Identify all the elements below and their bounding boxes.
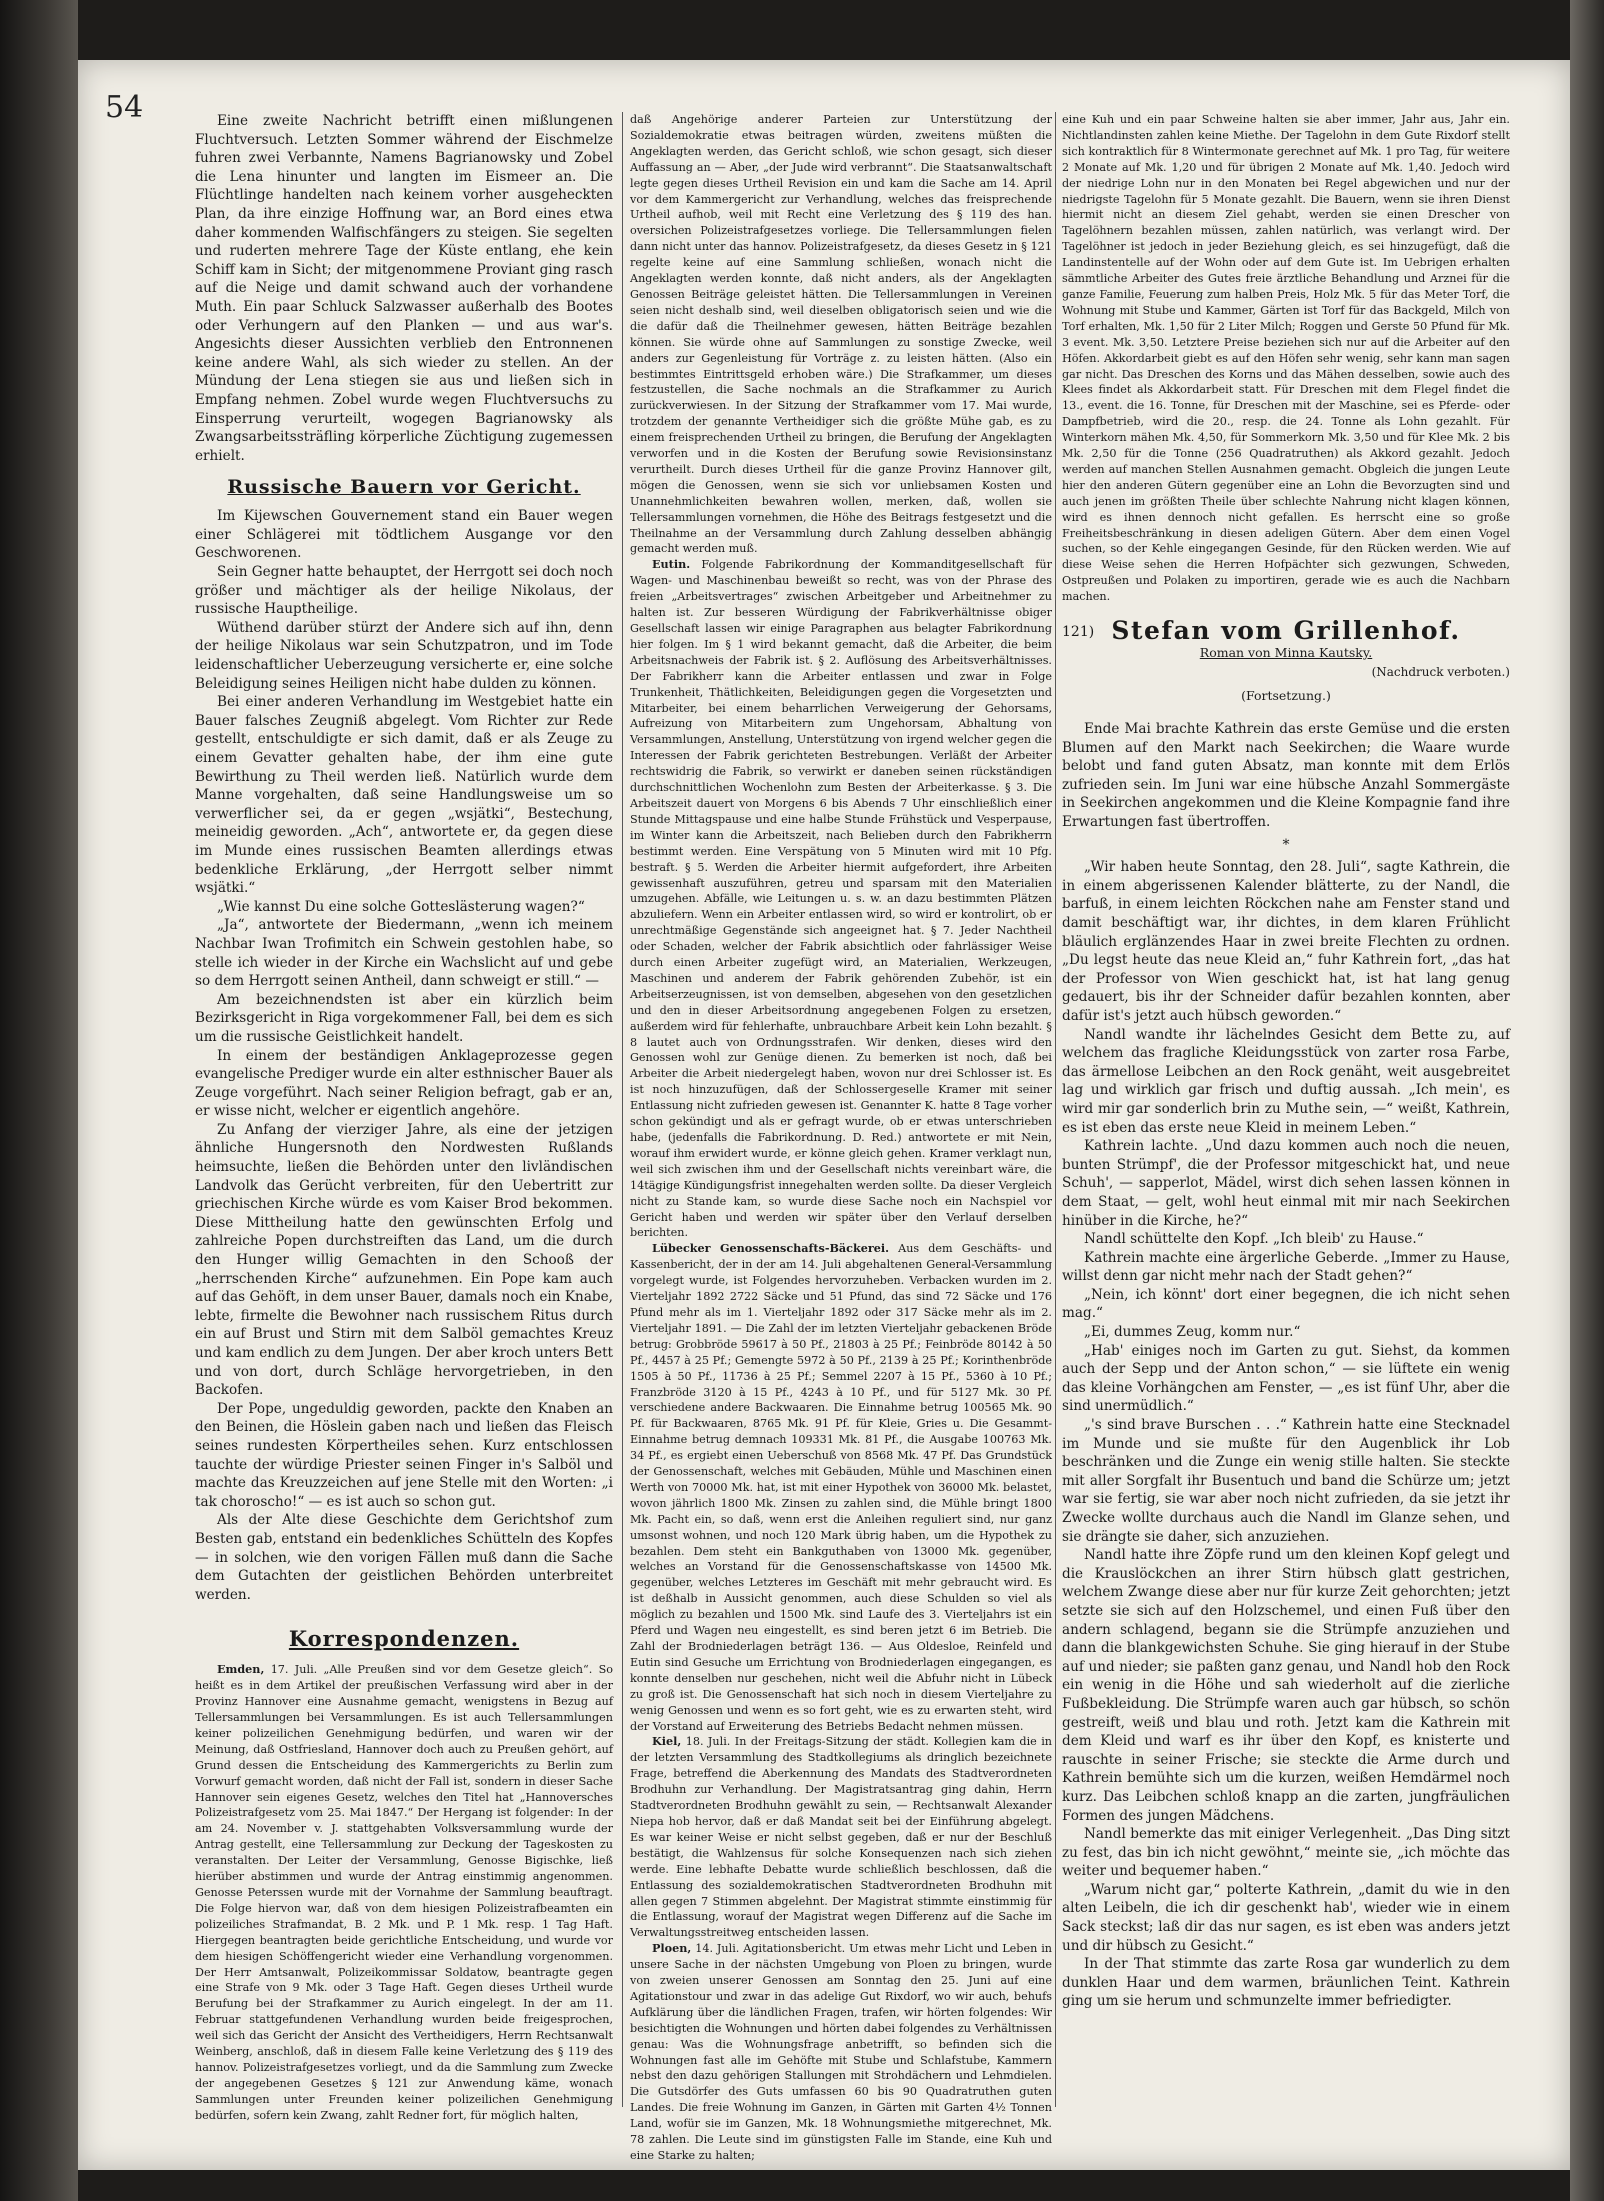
correspondence-text: 17. Juli. „Alle Preußen sind vor dem Gesetze gleich“. So heißt es in dem Artikel der preußischen Verfassung wird aber in der Provinz Hannover eine Ausnahme gemacht, wenigstens in Bezug auf Tellersammlungen bei Versammlungen. Es ist auch Tellersammlungen keiner polizeilichen Genehmigung bedürfen, und waren wir der Meinung, daß Ostfriesland, Hannover doch auch zu Preußen gehört, auf Grund dessen die Entscheidung des Kammergerichts zu Berlin zum Vorwurf gemacht worden, daß nicht der Fall ist, sondern in dieser Sache Hannover sein eigenes Gesetz, welches den Titel hat „Hannoversches Polizeistrafgesetz vom 25. Mai 1847.“ Der Hergang ist folgender: In der am 24. November v. J. stattgehabten Volksversammlung wurde der Antrag gestellt, eine Tellersammlung zur Deckung der Tageskosten zu veranstalten. Der Leiter der Versammlung, Genosse Bigischke, ließ hierüber abstimmen und wurde der Antrag einstimmig angenommen. Genosse Peterssen wurde mit der Vornahme der Sammlung beauftragt. Die Folge hiervon war, daß von dem hiesigen Polizeistrafbeamten ein polizeiliches Strafmandat, B. 2 Mk. und P. 1 Mk. resp. 1 Tag Haft. Hiergegen beantragten beide gerichtliche Entscheidung, und wurde vor dem hiesigen Schöffengericht wieder eine Verhandlung vorgenommen. Der Herr Amtsanwalt, Polizeikommissar Soldatow, beantragte gegen eine Strafe von 9 Mk. oder 3 Tage Haft. Gegen dieses Urtheil wurde Berufung bei der Strafkammer zu Aurich eingelegt. In der am 11. Februar stattgefundenen Verhandlung wurden beide freigesprochen, weil sich das Gericht der Ansicht des Vertheidigers, Herrn Rechtsanwalt Weinberg, anschloß, daß in diesem Falle keine Verletzung des § 119 des hannov. Polizeistrafgesetzes vorliegt, und da die Sammlung zum Zwecke der angegebenen Gesetzes § 121 zur Anwendung käme, wonach Sammlungen unter Freunden keiner polizeilichen Genehmigung bedürfen, sofern kein Zwang, zahlt Redner fort, für möglich halten, <box>195 1663 613 2122</box>
dateline: Kiel, <box>652 1734 682 1749</box>
article-paragraph: Bei einer anderen Verhandlung im Westgebiet hatte ein Bauer falsches Zeugniß abgelegt. Vom Richter zur Rede gestellt, entschuldigte er sich damit, daß er als Zeuge zu einem Gevatter gehalten habe, der ihm eine gute Bewirthung zu Theil werden ließ. Natürlich wurde dem Manne vorgehalten, daß seine Handlungsweise um so verwerflicher sei, da er gegen „wsjätki“, Bestechung, meineidig geworden. „Ach“, antwortete er, da gegen diese im Munde eines russischen Beamten allerdings etwas bedenkliche Erklärung, „der Herrgott selber nimmt wsjätki.“ <box>195 694 613 897</box>
column-left <box>195 112 613 2122</box>
correspondence-text: 14. Juli. Agitationsbericht. Um etwas mehr Licht und Leben in unsere Sache in der nächsten Umgebung von Ploen zu bringen, wurde von zweien unserer Genossen am Sonntag den 25. Juni auf eine Agitationstour und zwar in das adelige Gut Rixdorf, wo wir auch, behufs Aufklärung über die ländlichen Fragen, trafen, wir hörten folgendes: Wir besichtigten die Wohnungen und hörten dabei folgendes zu Verhältnissen genau: Was die Wohnungsfrage anbetrifft, so befinden sich die Wohnungen fast alle im Gehöfte mit Stube und Schlafstube, Kammern nebst den dazu gehörigen Stallungen mit Strohdächern und Lehmdielen. Die Gutsdörfer des Guts umfassen 60 bis 90 Quadratruthen guten Landes. Die freie Wohnung im Ganzen, in Gärten mit Garten 4½ Tonnen Land, wofür sie im Ganzen, Mk. 18 Wohnungsmiethe mitgerechnet, Mk. 78 zahlen. Die Leute sind im günstigsten Falle im Stande, eine Kuh und eine Starke zu halten; <box>630 1942 1052 2162</box>
column-rule <box>622 112 623 2107</box>
serial-paragraph: Nandl hatte ihre Zöpfe rund um den kleinen Kopf gelegt und die Krauslöckchen an ihrer Stirn hübsch glatt gestrichen, welchem Zwange diese aber nur für kurze Zeit gehorchten; jetzt setzte sie sich auf den Holzschemel, und einen Fuß über den andern schlagend, begann sie die Strümpfe anzuziehen und dann die blankgewichsten Schuhe. Sie ging hierauf in der Stube auf und nieder; sie paßten ganz genau, und Nandl hob den Rock ein wenig in die Höhe und sah wiederholt auf die zierliche Fußbekleidung. Die Strümpfe waren auch gar hübsch, so schön gestreift, weiß und blau und roth. Jetzt kam die Kathrein mit dem Kleid und warf es ihr über den Kopf, es knisterte und rauschte in seiner Frische; sie steckte die Arme durch und Kathrein bemühte sich um die kurzen, weißen Hemdärmel noch kurz. Das Leibchen schloß knapp an die zarten, jungfräulichen Formen des jungen Mädchens. <box>1062 1547 1510 1824</box>
dateline: Ploen, <box>652 1941 692 1956</box>
heading-russische-bauern: Russische Bauern vor Gericht. <box>227 476 581 499</box>
serial-title: Stefan vom Grillenhof. <box>1111 615 1461 645</box>
serial-author: Roman von Minna Kautsky. <box>1199 645 1373 661</box>
section-break-star: * <box>1282 836 1290 853</box>
page-number: 54 <box>105 90 144 125</box>
correspondence-ploen <box>630 1941 1052 2164</box>
serial-paragraph: „Nein, ich könnt' dort einer begegnen, die ich nicht sehen mag.“ <box>1062 1286 1510 1322</box>
serial-paragraph: In der That stimmte das zarte Rosa gar wunderlich zu dem dunklen Haar und dem warmen, bräunlichen Teint. Kathrein ging um sie herum und schmunzelte immer befriedigter. <box>1062 1956 1510 2010</box>
heading-korrespondenzen: Korrespondenzen. <box>288 1626 520 1652</box>
article-paragraph: eine Kuh und ein paar Schweine halten sie aber immer, Jahr aus, Jahr ein. Nichtlandinsten zahlen keine Miethe. Der Tagelohn in dem Gute Rixdorf stellt sich kontraktlich für 8 Wintermonate gerechnet auf Mk. 1 pro Tag, für weitere 2 Monate auf Mk. 1,20 und für übrigen 2 Monate auf Mk. 1,40. Jedoch wird der niedrige Lohn nur in den Monaten bei Regel abgewichen und nur der niedrigste Tagelohn für 5 Monate gezahlt. Die Bauern, wenn sie ihren Dienst hiermit nicht an diesem Ziel gehabt, werden sie einen Drescher von Tagelöhnern bezahlen müssen, zahlen natürlich, was verlangt wird. Der Tagelöhner ist jedoch in jeder Beziehung gleich, es sei hinzugefügt, daß die Landinstentelle auf der Wohn oder auf dem Gute ist. Im Uebrigen erhalten sämmtliche Arbeiter des Gutes freie ärztliche Behandlung und Arznei für die ganze Familie, Feuerung zum halben Preis, Holz Mk. 5 für das Meter Torf, die Wohnung mit Stube und Kammer, Gärten ist Torf für das Backgeld, Milch von Torf erhalten, Mk. 1,50 für 2 Liter Milch; Roggen und Gerste 50 Pfund für Mk. 3 event. Mk. 3,50. Letztere Preise beziehen sich nur auf die Arbeiter auf den Höfen. Akkordarbeit giebt es auf den Höfen sehr wenig, sehr kann man sagen gar nicht. Das Dreschen des Korns und das Mähen desselben, sowie auch des Klees findet als Akkordarbeit statt. Für Dreschen mit dem Flegel findet die 13., event. die 16. Tonne, für Dreschen mit der Maschine, sei es Pferde- oder Dampfbetrieb, wird die 20., resp. die 24. Tonne als Lohn gezahlt. Für Winterkorn mähen Mk. 4,50, für Sommerkorn Mk. 3,50 und für Klee Mk. 2 bis Mk. 2,50 für die Tonne (256 Quadratruthen) als Akkord gezahlt. Jedoch werden auf manchen Stellen Ausnahmen gemacht. Obgleich die jungen Leute hier den anderen Gütern gegenüber eine an Lohn die Bevorzugten sind und auch jenen im größten Theile über schlechte Nahrung nicht klagen können, wird es ihnen dennoch nicht gefallen. Es herrscht eine so große Freiheitsbeschränkung in diesen adeligen Gütern. Aber dem einen Vogel suchen, so der Kehle eingegangen Gesinde, für den Rücken werden. Wie auf diese Weise sehen die Herren Hofpächter sich gezwungen, Schweden, Ostpreußen und Polaken zu importiren, gerade wie es auch die Nachbarn machen. <box>1062 113 1510 604</box>
serial-paragraph: „Wir haben heute Sonntag, den 28. Juli“, sagte Kathrein, die in einem abgerissenen Kalender blätterte, zu der Nandl, die barfuß, in einem leichten Röckchen nahe am Fenster stand und damit beschäftigt war, ihr dichtes, in dem klaren Frühlicht bläulich erglänzendes Haar in zwei breite Flechten zu ordnen. „Du legst heute das neue Kleid an,“ fuhr Kathrein fort, „das hat der Professor von Wien geschickt hat, ist hat lang genug gedauert, bis ihr der Schneider dafür bezahlen konnten, aber dafür ist's jetzt auch hübsch geworden.“ <box>1062 859 1510 1024</box>
serial-paragraph: Kathrein lachte. „Und dazu kommen auch noch die neuen, bunten Strümpf', die der Professor mitgeschickt hat, und neue Schuh', — sapperlot, Mädel, wirst dich sehen lassen können in dem Staat, — gelt, wohl heut einmal mit mir nach Seekirchen hinüber in die Kirche, he?“ <box>1062 1138 1510 1229</box>
dateline: Lübecker Genossenschafts-Bäckerei. <box>652 1241 890 1256</box>
serial-paragraph: Kathrein machte eine ärgerliche Geberde. „Immer zu Hause, willst denn gar nicht mehr nach der Stadt gehen?“ <box>1062 1249 1510 1285</box>
serial-paragraph: Ende Mai brachte Kathrein das erste Gemüse und die ersten Blumen auf den Markt nach Seekirchen; die Waare wurde belobt und fand guten Absatz, man konnte mit dem Erlös zufrieden sein. Im Juni war eine hübsche Anzahl Sommergäste in Seekirchen angekommen und die Kleine Kompagnie fand ihre Erwartungen fast übertroffen. <box>1062 721 1510 831</box>
correspondence-luebeck <box>630 1241 1052 1734</box>
article-paragraph: Zu Anfang der vierziger Jahre, als eine der jetzigen ähnliche Hungersnoth den Nordwesten Rußlands heimsuchte, ließen die Behörden unter den livländischen Landvolk das Gerücht verbreiten, für den Uebertritt zur griechischen Kirche würde es vom Kaiser Brod bekommen. Diese Mittheilung hatte den gewünschten Erfolg und zahlreiche Popen durchstreiften das Land, um die durch den Hunger willig Gemachten in den Schooß der „herrschenden Kirche“ aufzunehmen. Ein Pope kam auch auf das Gehöft, in dem unser Bauer, damals noch ein Knabe, lebte, firmelte die Bewohner nach russischem Ritus durch ein auf Brust und Stirn mit dem Salböl gemachtes Kreuz und kam endlich zu dem Jungen. Der aber kroch unters Bett und von dort, durch Schläge hervorgetrieben, in den Backofen. <box>195 1121 613 1399</box>
correspondence-text: Aus dem Geschäfts- und Kassenbericht, der in der am 14. Juli abgehaltenen General-Versammlung vorgelegt wurde, ist Folgendes hervorzuheben. Verbacken wurden im 2. Vierteljahr 1892 2722 Säcke und 51 Pfund, das sind 72 Säcke und 176 Pfund mehr als im 1. Vierteljahr 1892 oder 317 Säcke mehr als im 2. Vierteljahr 1891. — Die Zahl der im letzten Vierteljahr gebackenen Bröde betrug: Grobbröde 59617 à 50 Pf., 21803 à 25 Pf.; Feinbröde 80142 à 50 Pf., 4457 à 25 Pf.; Gemengte 5972 à 50 Pf., 2139 à 25 Pf.; Korinthenbröde 1505 à 50 Pf., 11736 à 25 Pf.; Semmel 2207 à 15 Pf., 5360 à 10 Pf.; Franzbröde 3120 à 15 Pf., 4243 à 10 Pf., und für 5127 Mk. 30 Pf. verschiedene andere Backwaaren. Die Einnahme betrug 100565 Mk. 90 Pf. für Backwaaren, 8765 Mk. 91 Pf. für Kleie, Gries u. Die Gesammt-Einnahme betrug demnach 109331 Mk. 81 Pf., die Ausgabe 100763 Mk. 34 Pf., es ergiebt einen Ueberschuß von 8568 Mk. 47 Pf. Das Grundstück der Genossenschaft, welches mit Gebäuden, Mühle und Maschinen einen Werth von 70000 Mk. hat, ist mit einer Hypothek von 36000 Mk. belastet, wovon jährlich 1800 Mk. Zinsen zu zahlen sind, die Mühle bringt 1800 Mk. Pacht ein, so daß, wenn erst die Anleihen reguliert sind, nur ganz umsonst wohnen, und noch 120 Mark übrig haben, um die Hypothek zu bezahlen. Dem steht ein Bankguthaben von 13000 Mk. gegenüber, welches an Vorstand für die Genossenschaftskasse von 14500 Mk. gegenüber, welches Letzteres im Geschäft mit mehr gebraucht wird. Es ist deßhalb in Aussicht genommen, auch diese Schulden so viel als möglich zu bezahlen und 1500 Mk. sind Laufe des 3. Vierteljahrs ist ein Pferd und Wagen neu eingestellt, es sind beren jetzt 6 im Betrieb. Die Zahl der Brodniederlagen beträgt 136. — Aus Oldesloe, Reinfeld und Eutin sind Gesuche um Errichtung von Brodniederlagen eingegangen, es konnte denselben nur geschehen, nicht weil die Abfuhr nicht in Lübeck zu groß ist. Die Genossenschaft hat sich noch in diesem Vierteljahre zu wenig Genossen und wenn es so fort geht, wie es zu erwarten steht, wird der Vorstand auf Erweiterung des Betriebs Bedacht nehmen müssen. <box>630 1242 1052 1733</box>
article-paragraph: Als der Alte diese Geschichte dem Gerichtshof zum Besten gab, entstand ein bedenkliches Schütteln des Kopfes — in solchen, wie den vorigen Fällen muß dann die Sache dem Gutachten der geistlichen Behörden unterbreitet werden. <box>195 1512 613 1603</box>
correspondence-emden <box>195 1662 613 2123</box>
dateline: Eutin. <box>652 557 691 572</box>
column-middle <box>630 112 1052 2162</box>
serial-paragraph: „Hab' einiges noch im Garten zu gut. Siehst, da kommen auch der Sepp und der Anton schon,“ — sie lüftete ein wenig das kleine Vorhängchen am Fenster, — „es ist fünf Uhr, aber die sind unermüdlich.“ <box>1062 1342 1510 1415</box>
serial-paragraph: Nandl bemerkte das mit einiger Verlegenheit. „Das Ding sitzt zu fest, das bin ich nicht gewöhnt,“ meinte sie, „ich möchte das weiter und bequemer haben.“ <box>1062 1826 1510 1880</box>
serial-number: 121) <box>1062 624 1095 641</box>
article-paragraph: Der Pope, ungeduldig geworden, packte den Knaben an den Beinen, die Höslein gaben nach und ließen das Fleisch seines rundesten Körpertheiles sehen. Kurz entschlossen tauchte der würdige Priester seinen Finger in's Salböl und machte das Kreuzzeichen auf jene Stelle mit den Worten: „i tak choroscho!“ — es ist auch so schon gut. <box>195 1400 613 1510</box>
correspondence-text: 18. Juli. In der Freitags-Sitzung der städt. Kollegien kam die in der letzten Versammlung des Stadtkollegiums als dringlich bezeichnete Frage, betreffend die Aberkennung des Mandats des Stadtverordneten Brodhuhn zur Verhandlung. Der Magistratsantrag ging dahin, Herrn Stadtverordneten Brodhuhn gewählt zu sein, — Rechtsanwalt Alexander Niepa hob hervor, daß er daß Mandat seit bei der Einführung abgelegt. Es war keiner Weise er nicht selbst gegeben, daß er nur der Beschluß bestätigt, die Wahlzensus für solche Konsequenzen nach sich ziehen werde. Eine lebhafte Debatte wurde schließlich beschlossen, daß die Entlassung des sozialdemokratischen Stadtverordneten Brodhuhn mit allen gegen 7 Stimmen abgelehnt. Der Magistrat stimmte einstimmig für die Entlassung, worauf der Magistrat wegen Differenz auf die Sache im Verwaltungsstreitweg entscheiden lassen. <box>630 1735 1052 1940</box>
serial-paragraph: „Ei, dummes Zeug, komm nur.“ <box>1084 1324 1301 1341</box>
serial-paragraph: Nandl schüttelte den Kopf. „Ich bleib' zu Hause.“ <box>1084 1231 1424 1248</box>
article-paragraph: Wüthend darüber stürzt der Andere sich auf ihn, denn der heilige Nikolaus war sein Schutzpatron, und im Tode leidenschaftlicher Ueberzeugung versicherte er, eine solche Beleidigung seines Heiligen nicht habe dulden zu können. <box>195 619 613 692</box>
article-paragraph: Eine zweite Nachricht betrifft einen mißlungenen Fluchtversuch. Letzten Sommer während der Eischmelze fuhren zwei Verbannte, Namens Bagrianowsky und Zobel die Lena hinunter und langten im Eismeer an. Die Flüchtlinge handelten nach keinem vorher ausgeheckten Plan, da ihre einzige Hoffnung war, an Bord eines etwa daher kommenden Walfischfängers zu steigen. Sie segelten und ruderten mehrere Tage der Küste entlang, ehe kein Schiff kam in Sicht; der mitgenommene Proviant ging rasch auf die Neige und damit schwand auch der vorhandene Muth. Ein paar Schluck Salzwasser außerhalb des Bootes oder Verhungern auf den Planken — und aus war's. Angesichts dieser Aussichten verblieb den Entronnenen keine andere Wahl, als sich wieder zu stellen. An der Mündung der Lena stiegen sie aus und ließen sich in Empfang nehmen. Zobel wurde wegen Fluchtversuchs zu Einsperrung verurteilt, wogegen Bagrianowsky als Zwangsarbeitssträfling körperliche Züchtigung zugemessen erhielt. <box>195 113 613 464</box>
article-paragraph: Sein Gegner hatte behauptet, der Herrgott sei doch noch größer und mächtiger als der heilige Nikolaus, der russische Hauptheilige. <box>195 564 613 618</box>
column-rule <box>1055 112 1056 2107</box>
page-edge <box>1570 0 1604 2201</box>
binding-shadow <box>0 0 78 2201</box>
article-paragraph: Im Kijewschen Gouvernement stand ein Bauer wegen einer Schlägerei mit tödtlichem Ausgange vor den Geschworenen. <box>195 508 613 562</box>
article-paragraph: In einem der beständigen Anklageprozesse gegen evangelische Prediger wurde ein alter esthnischer Bauer als Zeuge vorgeführt. Nach seiner Religion befragt, gab er an, er wisse nicht, welcher er eigentlich angehöre. <box>195 1047 613 1120</box>
article-paragraph: „Ja“, antwortete der Biedermann, „wenn ich meinem Nachbar Iwan Trofimitch ein Schwein gestohlen habe, so stelle ich wieder in der Kirche ein Wachslicht auf und gebe so dem Herrgott seinen Antheil, dann schweigt er still.“ — <box>195 917 613 990</box>
serial-paragraph: „Warum nicht gar,“ polterte Kathrein, „damit du wie in den alten Leibeln, die ich dir geschenkt hab', wieder wie in einem Sack steckst; laß dir das nur sagen, es ist eben was anders jetzt und dir hübsch zu Gesicht.“ <box>1062 1881 1510 1954</box>
serial-paragraph: „'s sind brave Burschen . . .“ Kathrein hatte eine Stecknadel im Munde und sie mußte für den Augenblick ihr Lob beschränken und die Zunge ein wenig stille halten. Sie steckte mit aller Sorgfalt ihr Busentuch und band die Schürze um; jetzt war sie fertig, sie war aber noch nicht zufrieden, da sie jetzt ihr Zwecke wollte durchaus auch die Nandl im Glanze sehen, und sie drängte sie daher, sich anzuziehen. <box>1062 1417 1510 1545</box>
correspondence-eutin <box>630 557 1052 1241</box>
article-paragraph: Am bezeichnendsten ist aber ein kürzlich beim Bezirksgericht in Riga vorgekommener Fall, bei dem es sich um die russische Geistlichkeit handelt. <box>195 991 613 1045</box>
column-right <box>1062 112 1510 2107</box>
serial-paragraph: Nandl wandte ihr lächelndes Gesicht dem Bette zu, auf welchem das fragliche Kleidungsstück von zarter rosa Farbe, das ärmellose Leibchen an den Rock genäht, weit ausgebreitet lag und wirklich gar frisch und duftig aussah. „Ich mein', es wird mir gar sonderlich brin zu Muthe sein, —“ weißt, Kathrein, es ist eben das erste neue Kleid in meinem Leben.“ <box>1062 1026 1510 1136</box>
dateline: Emden, <box>217 1662 265 1677</box>
continuation-label: (Fortsetzung.) <box>1241 688 1331 704</box>
reprint-notice: (Nachdruck verboten.) <box>1371 664 1510 679</box>
correspondence-kiel <box>630 1734 1052 1941</box>
article-paragraph: daß Angehörige anderer Parteien zur Unterstützung der Sozialdemokratie etwas beitragen würden, zweitens müßten die Angeklagten werden, das Gericht schloß, wie schon gesagt, sich dieser Auffassung an — Aber, „der Jude wird verbrannt“. Die Staatsanwaltschaft legte gegen dieses Urtheil Revision ein und kam die Sache am 14. April vor dem Kammergericht zur Verhandlung, welches das freisprechende Urtheil aufhob, weil mit Recht eine Verletzung des § 119 des han. oversichen Polizeistrafgesetzes vorliege. Die Tellersammlungen fielen dann nicht unter das hannov. Polizeistrafgesetz, da dieses Gesetz in § 121 regelte keine auf eine Sammlung schließen, wonach nicht die Angeklagten werden konnte, daß nicht anders, als der Angeklagten Genossen Beiträge geleistet hätten. Die Tellersammlungen in Vereinen seien nicht deshalb sind, weil dieselben obligatorisch seien und wie die die dafür daß die Theilnehmer gewesen, hätten Beiträge bezahlen können. Sie würde ohne auf Sammlungen zu sonstige Zwecke, weil anders zur Gegenleistung für Vorträge z. zu leisten hätten. (Also ein bestimmtes Eintrittsgeld erhoben wäre.) Die Strafkammer, um dieses festzustellen, die Sache nochmals an die Strafkammer zu Aurich zurückverwiesen. In der Sitzung der Strafkammer vom 17. Mai wurde, trotzdem der genannte Vertheidiger sich die größte Mühe gab, es zu einem freisprechenden Urtheil zu bringen, die Berufung der Angeklagten verworfen und in die Kosten der Berufung sowie Revisionsinstanz verurtheilt. Durch dieses Urtheil für die ganze Provinz Hannover gilt, mögen die Genossen, wenn sie sich vor unliebsamen Kosten und Unannehmlichkeiten bewahren wollen, merken, daß, wollen sie Tellersammlungen vornehmen, die Höhe des Beitrags festgesetzt und die Theilnahme an der Versammlung durch Zahlung desselben abhängig gemacht werden muß. <box>630 113 1052 556</box>
article-paragraph: „Wie kannst Du eine solche Gotteslästerung wagen?“ <box>217 898 585 915</box>
correspondence-text: Folgende Fabrikordnung der Kommanditgesellschaft für Wagen- und Maschinenbau beweißt so recht, was von der Phrase des freien „Arbeitsvertrages“ zwischen Arbeitgeber und Arbeitnehmer zu halten ist. Zur besseren Würdigung der Fabrikverhältnisse obiger Gesellschaft lassen wir einige Paragraphen aus belagter Fabrikordnung hier folgen. Im § 1 wird bekannt gemacht, daß die Arbeiter, die beim Arbeitsnachweis der Fabrik ist. § 2. Auflösung des Arbeitsverhältnisses. Der Fabrikherr kann die Arbeiter entlassen und zwar in Folge Trunkenheit, Thätlichkeiten, Beleidigungen gegen die Vorgesetzten und Mitarbeiter, bei einem beharrlichen Verweigerung der Gehorsams, Aufreizung von Mitarbeitern zum Ungehorsam, Abhaltung von Versammlungen, Anstellung, Unterstützung von irgend welcher gegen die Interessen der Fabrik gerichteten Bestrebungen. Verläßt der Arbeiter rechtswidrig die Fabrik, so verwirkt er daneben seinen rückständigen durchschnittlichen Wochenlohn zum Besten der Arbeiterkasse. § 3. Die Arbeitszeit dauert von Morgens 6 bis Abends 7 Uhr einschließlich einer Stunde Mittagspause und eine halbe Stunde Frühstück und Vesperpause, im Winter kann die Arbeitszeit, nach Belieben durch den Fabrikherrn bestimmt werden. Eine Verspätung von 5 Minuten wird mit 10 Pfg. bestraft. § 5. Werden die Arbeiter hiermit aufgefordert, ihre Arbeiten gewissenhaft auszuführen, getreu und sparsam mit den Materialien umzugehen. Abfälle, wie Leitungen u. s. w. an dazu bestimmten Plätzen abzuliefern. Wenn ein Arbeiter entlassen wird, so wird er kontrolirt, ob er unrechtmäßige Gegenstände sich angeeignet hat. § 7. Jeder Nachtheil oder Schaden, welcher der Fabrik absichtlich oder fahrlässiger Weise durch einen Arbeiter zugefügt wird, an Materialien, Werkzeugen, Maschinen und anderem der Fabrik gehörenden Zubehör, ist ein Arbeitserzeugnissen, ist von demselben, abgesehen von den gesetzlichen und den in dieser Arbeitsordnung angegebenen Folgen zu ersetzen, außerdem wird für fehlerhafte, unbrauchbare Arbeit kein Lohn bezahlt. § 8 lautet auch von Ordnungsstrafen. Wir denken, dieses wird den Genossen wohl zur Genüge dienen. Zu bemerken ist noch, daß bei Arbeiter die Arbeit niedergelegt haben, wovon nur drei Schlosser ist. Es ist noch hinzuzufügen, daß der Schlossergeselle Kramer mit seiner Entlassung nicht zufrieden gewesen ist. Genannter K. hatte 8 Tage vorher schon gekündigt und als er gefragt wurde, ob er etwas unterschrieben habe, (jedenfalls die Fabrikordnung. D. Red.) antwortete er mit Nein, worauf ihm erwidert wurde, er könne gleich gehen. Kramer verklagt nun, weil sich zwischen ihm und der Gesellschaft nichts vereinbart wäre, die 14tägige Kündigungsfrist innegehalten werden sollte. Da dieser Vergleich nicht zu Stande kam, so wurde diese Sache noch ein Nachspiel vor Gericht haben und werden wir später über den Verlauf derselben berichten. <box>630 558 1052 1240</box>
